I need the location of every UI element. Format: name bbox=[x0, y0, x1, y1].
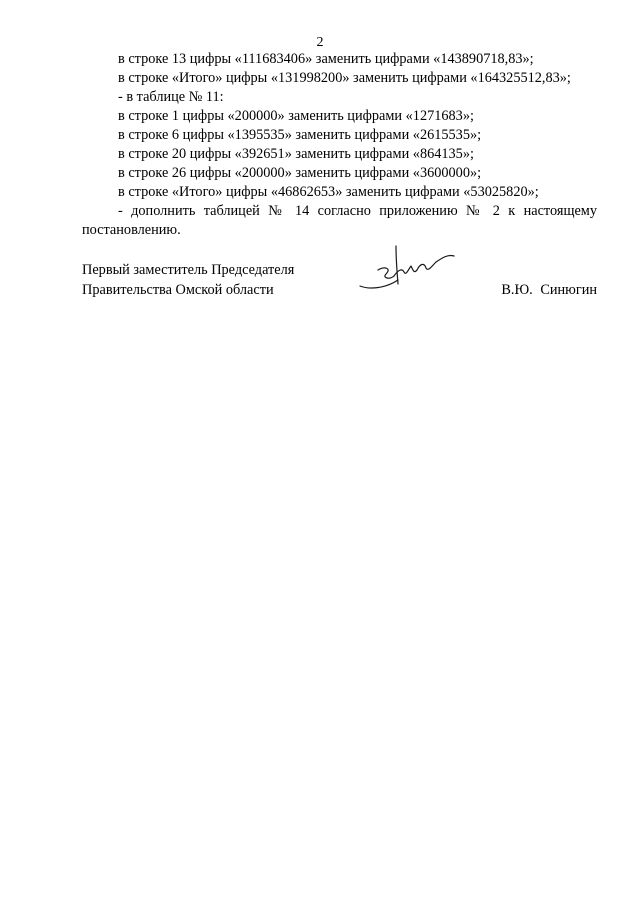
amendment-line: в строке 20 цифры «392651» заменить цифрами «864135»; bbox=[118, 146, 474, 162]
table-heading-line: - в таблице № 11: bbox=[118, 89, 224, 105]
amendment-line: в строке 1 цифры «200000» заменить цифрами «1271683»; bbox=[118, 108, 474, 124]
signatory-title-line2: Правительства Омской области bbox=[82, 282, 274, 298]
final-amendment-paragraph: - дополнить таблицей № 14 согласно приложению № 2 к настоящему постановлению. bbox=[82, 203, 597, 238]
page-number: 2 bbox=[316, 35, 324, 50]
amendment-line: в строке 13 цифры «111683406» заменить цифрами «143890718,83»; bbox=[118, 51, 534, 67]
amendment-line: в строке 26 цифры «200000» заменить цифрами «3600000»; bbox=[118, 165, 482, 181]
amendment-line: в строке 6 цифры «1395535» заменить цифрами «2615535»; bbox=[118, 127, 482, 143]
signatory-name: В.Ю. Синюгин bbox=[501, 282, 597, 298]
handwritten-signature-icon bbox=[356, 240, 466, 300]
signatory-title bbox=[82, 260, 294, 300]
document-body bbox=[82, 50, 597, 240]
signatory-title-line1: Первый заместитель Председателя bbox=[82, 262, 295, 278]
amendment-line: в строке «Итого» цифры «46862653» заменить цифрами «53025820»; bbox=[118, 184, 539, 200]
amendment-line: в строке «Итого» цифры «131998200» заменить цифрами «164325512,83»; bbox=[118, 70, 571, 86]
